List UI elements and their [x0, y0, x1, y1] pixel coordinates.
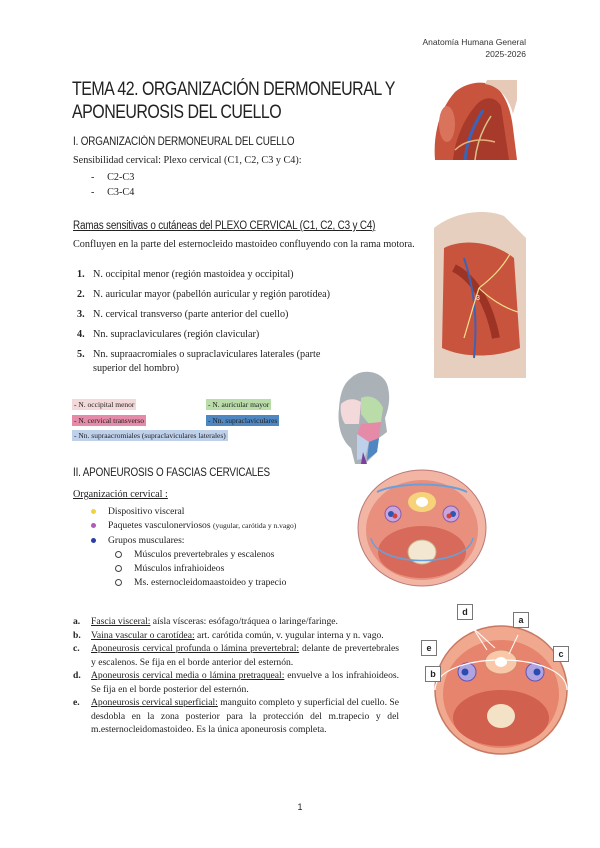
fascias-list — [73, 615, 399, 737]
ramas-heading: Ramas sensitivas o cutáneas del PLEXO CERVICAL (C1, C2, C3 y C4) — [73, 220, 376, 232]
legend-cervical: - N. cervical transverso — [74, 416, 144, 425]
fascia-item: c. Aponeurosis cervical profunda o lámina prevertebral: delante de prevertebrales y escalenos. Se fija en el borde anterior del esternón. — [73, 643, 399, 668]
legend-auricular: - N. auricular mayor — [208, 400, 270, 409]
organizacion-label: Organización cervical : — [73, 489, 168, 500]
sub-bullet-item: Músculos infrahioideos — [91, 562, 224, 575]
list-item: 4. Nn. supraclaviculares (región clavicular) — [77, 329, 260, 340]
list-item: 2. N. auricular mayor (pabellón auricular y región parotídea) — [77, 289, 331, 300]
list-item: 5. Nn. supraacromiales o supraclaviculares laterales (parte superior del hombro) — [77, 349, 321, 374]
list-item: - C2-C3 — [91, 172, 135, 183]
svg-text:3: 3 — [476, 295, 480, 302]
bullet-item: Paquetes vasculonerviosos (yugular, carótida y n.vago) — [91, 519, 296, 532]
circle-bullet-icon — [115, 551, 122, 558]
course-name: Anatomía Humana General — [422, 37, 526, 47]
label-a: a — [513, 612, 529, 628]
section-heading-aponeurosis: II. APONEUROSIS O FASCIAS CERVICALES — [73, 467, 270, 479]
lateral-neck-nerves-image — [434, 208, 526, 378]
fascia-item: d. Aponeurosis cervical media o lámina pretraqueal: envuelve a los infrahioideos. Se fija en el borde posterior del esternón. — [73, 670, 399, 695]
blue-dot-icon — [91, 538, 96, 543]
circle-bullet-icon — [115, 565, 122, 572]
running-header — [423, 36, 526, 60]
bullet-item: Grupos musculares: — [91, 534, 184, 547]
page-number: 1 — [297, 802, 303, 812]
label-e: e — [421, 640, 437, 656]
sub-bullet-item: Músculos prevertebrales y escalenos — [91, 548, 274, 561]
label-d: d — [457, 604, 473, 620]
fascia-cross-section-image — [421, 610, 574, 760]
purple-dot-icon — [91, 523, 96, 528]
label-b: b — [425, 666, 441, 682]
circle-bullet-icon — [115, 579, 122, 586]
neck-cross-section-image — [357, 468, 487, 588]
sub-bullet-item: Ms. esternocleidomaastoideo y trapecio — [91, 576, 286, 589]
label-c: c — [553, 646, 569, 662]
list-item: - C3-C4 — [91, 187, 135, 198]
section-heading-dermoneural: I. ORGANIZACIÓN DERMONEURAL DEL CUELLO — [73, 136, 295, 148]
ramas-list — [73, 268, 373, 382]
list-item: 3. N. cervical transverso (parte anterior del cuello) — [77, 309, 289, 320]
bullet-item: Dispositivo visceral — [91, 505, 184, 518]
dermatome-head-image — [335, 368, 395, 466]
ramas-paragraph: Confluyen en la parte del esternocleido mastoideo confluyendo con la rama motora. — [73, 239, 415, 250]
legend-supraacrom: - Nn. supraacromiales (supraclaviculares laterales) — [74, 431, 226, 440]
fascia-item: e. Aponeurosis cervical superficial: manguito completo y superficial del cuello. Se desdobla en la zona posterior para la protección del m.trapecio y del m.esternocleidomastoideo. Es la única aponeurosis completa. — [73, 697, 399, 735]
legend-supraclav: - Nn. supraclaviculares — [208, 416, 278, 425]
fascia-item: a. Fascia visceral: aísla vísceras: esófago/tráquea o laringe/faringe. — [73, 616, 338, 627]
course-year: 2025-2026 — [485, 49, 526, 59]
page-title: TEMA 42. ORGANIZACIÓN DERMONEURAL Y APONEUROSIS DEL CUELLO — [72, 79, 395, 123]
section-intro: Sensibilidad cervical: Plexo cervical (C1, C2, C3 y C4): — [73, 155, 302, 166]
neck-dissection-image — [425, 80, 517, 160]
fascia-item: b. Vaina vascular o carotídea: art. carótida común, v. yugular interna y n. vago. — [73, 629, 384, 641]
legend-occipital: - N. occipital menor — [74, 400, 135, 409]
yellow-dot-icon — [91, 509, 96, 514]
list-item: 1. N. occipital menor (región mastoidea y occipital) — [77, 269, 294, 280]
fascia-diagram — [421, 600, 574, 762]
